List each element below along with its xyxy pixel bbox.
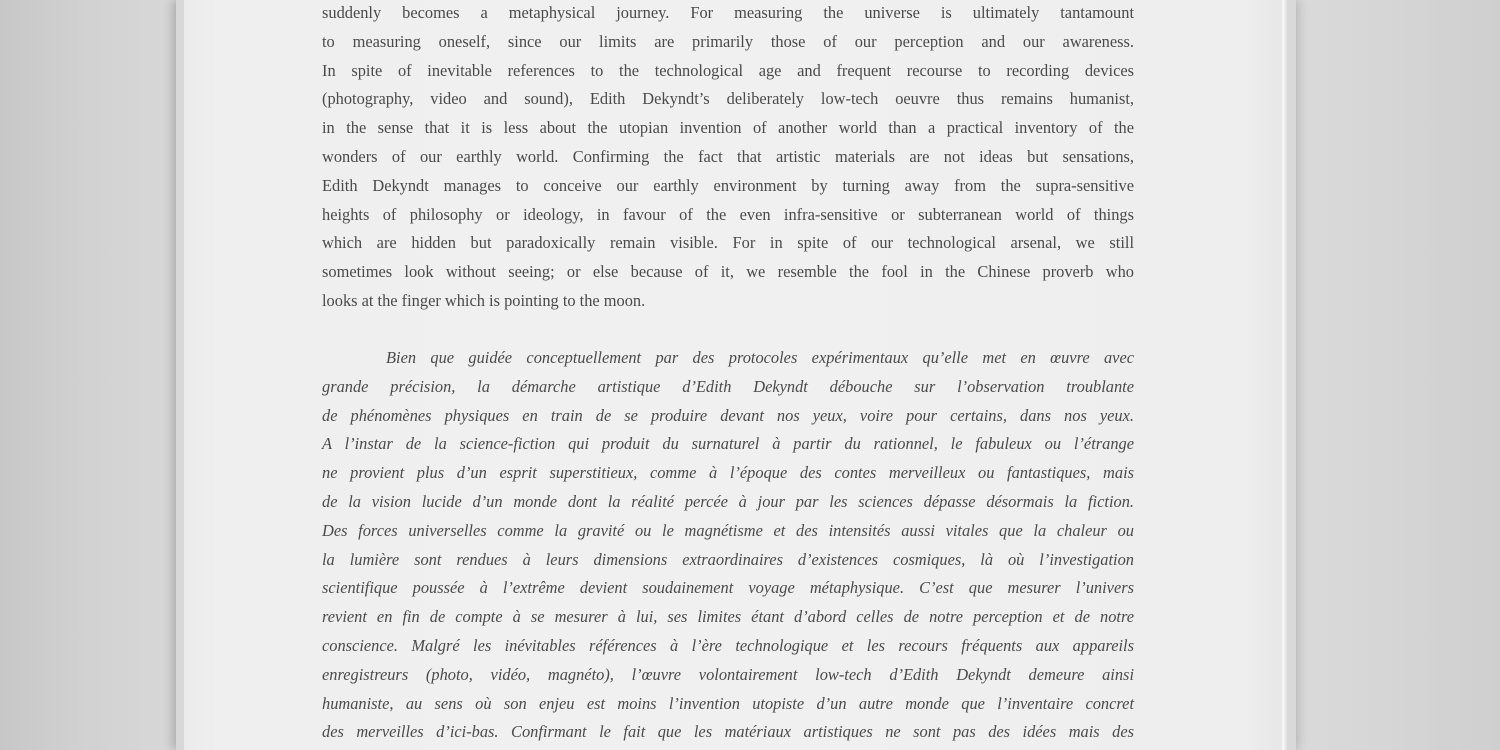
book-page [184,0,1287,750]
text-line: sometimes look without seeing; or else because of it, we resemble the fool in the Chinese proverb who [322,262,1134,282]
text-line: (photography, video and sound), Edith Dekyndt’s deliberately low-tech oeuvre thus remains humanist, [322,89,1134,109]
text-line: looks at the finger which is pointing to the moon. [322,290,646,310]
page-edge [1281,0,1287,750]
text-line: In spite of inevitable references to the technological age and frequent recourse to recording devices [322,60,1134,80]
text-line: de phénomènes physiques en train de se produire devant nos yeux, voire pour certains, dans nos yeux. [322,405,1134,425]
text-line: scientifique poussée à l’extrême devient soudainement voyage métaphysique. C’est que mesurer l’univers [322,578,1134,598]
text-line: wonders of our earthly world. Confirming the fact that artistic materials are not ideas but sensations, [322,146,1134,166]
text-line: Edith Dekyndt manages to conceive our earthly environment by turning away from the supra-sensitive [322,175,1134,195]
text-line: which are hidden but paradoxically remain visible. For in spite of our technological arsenal, we still [322,233,1134,253]
text-line: Des forces universelles comme la gravité ou le magnétisme et des intensités aussi vitales que la chaleur ou [322,520,1134,540]
text-line: to measuring oneself, since our limits are primarily those of our perception and our awareness. [322,31,1134,51]
text-line: des merveilles d’ici-bas. Confirmant le fait que les matériaux artistiques ne sont pas des idées mais des [322,722,1134,742]
text-line: Bien que guidée conceptuellement par des protocoles expérimentaux qu’elle met en œuvre avec [386,348,1134,367]
text-line: heights of philosophy or ideology, in favour of the even infra-sensitive or subterranean world of things [322,204,1134,224]
text-line: enregistreurs (photo, vidéo, magnéto), l’œuvre volontairement low-tech d’Edith Dekyndt demeure ainsi [322,664,1134,684]
text-line: la lumière sont rendues à leurs dimensions extraordinaires d’existences cosmiques, là où l’investigation [322,549,1134,569]
text-line: revient en fin de compte à se mesurer à lui, ses limites étant d’abord celles de notre perception et de notre [322,607,1134,627]
english-paragraph [322,0,1134,316]
text-line: humaniste, au sens où son enjeu est moins l’invention utopiste d’un autre monde que l’inventaire concret [322,693,1134,713]
text-line: A l’instar de la science-fiction qui produit du surnaturel à partir du rationnel, le fabuleux ou l’étrange [322,434,1134,454]
text-line: suddenly becomes a metaphysical journey. For measuring the universe is ultimately tantamount [322,3,1134,22]
text-line: de la vision lucide d’un monde dont la réalité percée à jour par les sciences dépasse désormais la fiction. [322,491,1134,511]
text-line: conscience. Malgré les inévitables références à l’ère technologique et les recours fréquents aux appareils [322,635,1134,655]
text-line: in the sense that it is less about the utopian invention of another world than a practical inventory of the [322,118,1134,138]
french-paragraph [322,344,1134,747]
text-line: grande précision, la démarche artistique d’Edith Dekyndt débouche sur l’observation troublante [322,376,1134,396]
text-line: ne provient plus d’un esprit superstitieux, comme à l’époque des contes merveilleux ou fantastiques, mais [322,463,1134,483]
